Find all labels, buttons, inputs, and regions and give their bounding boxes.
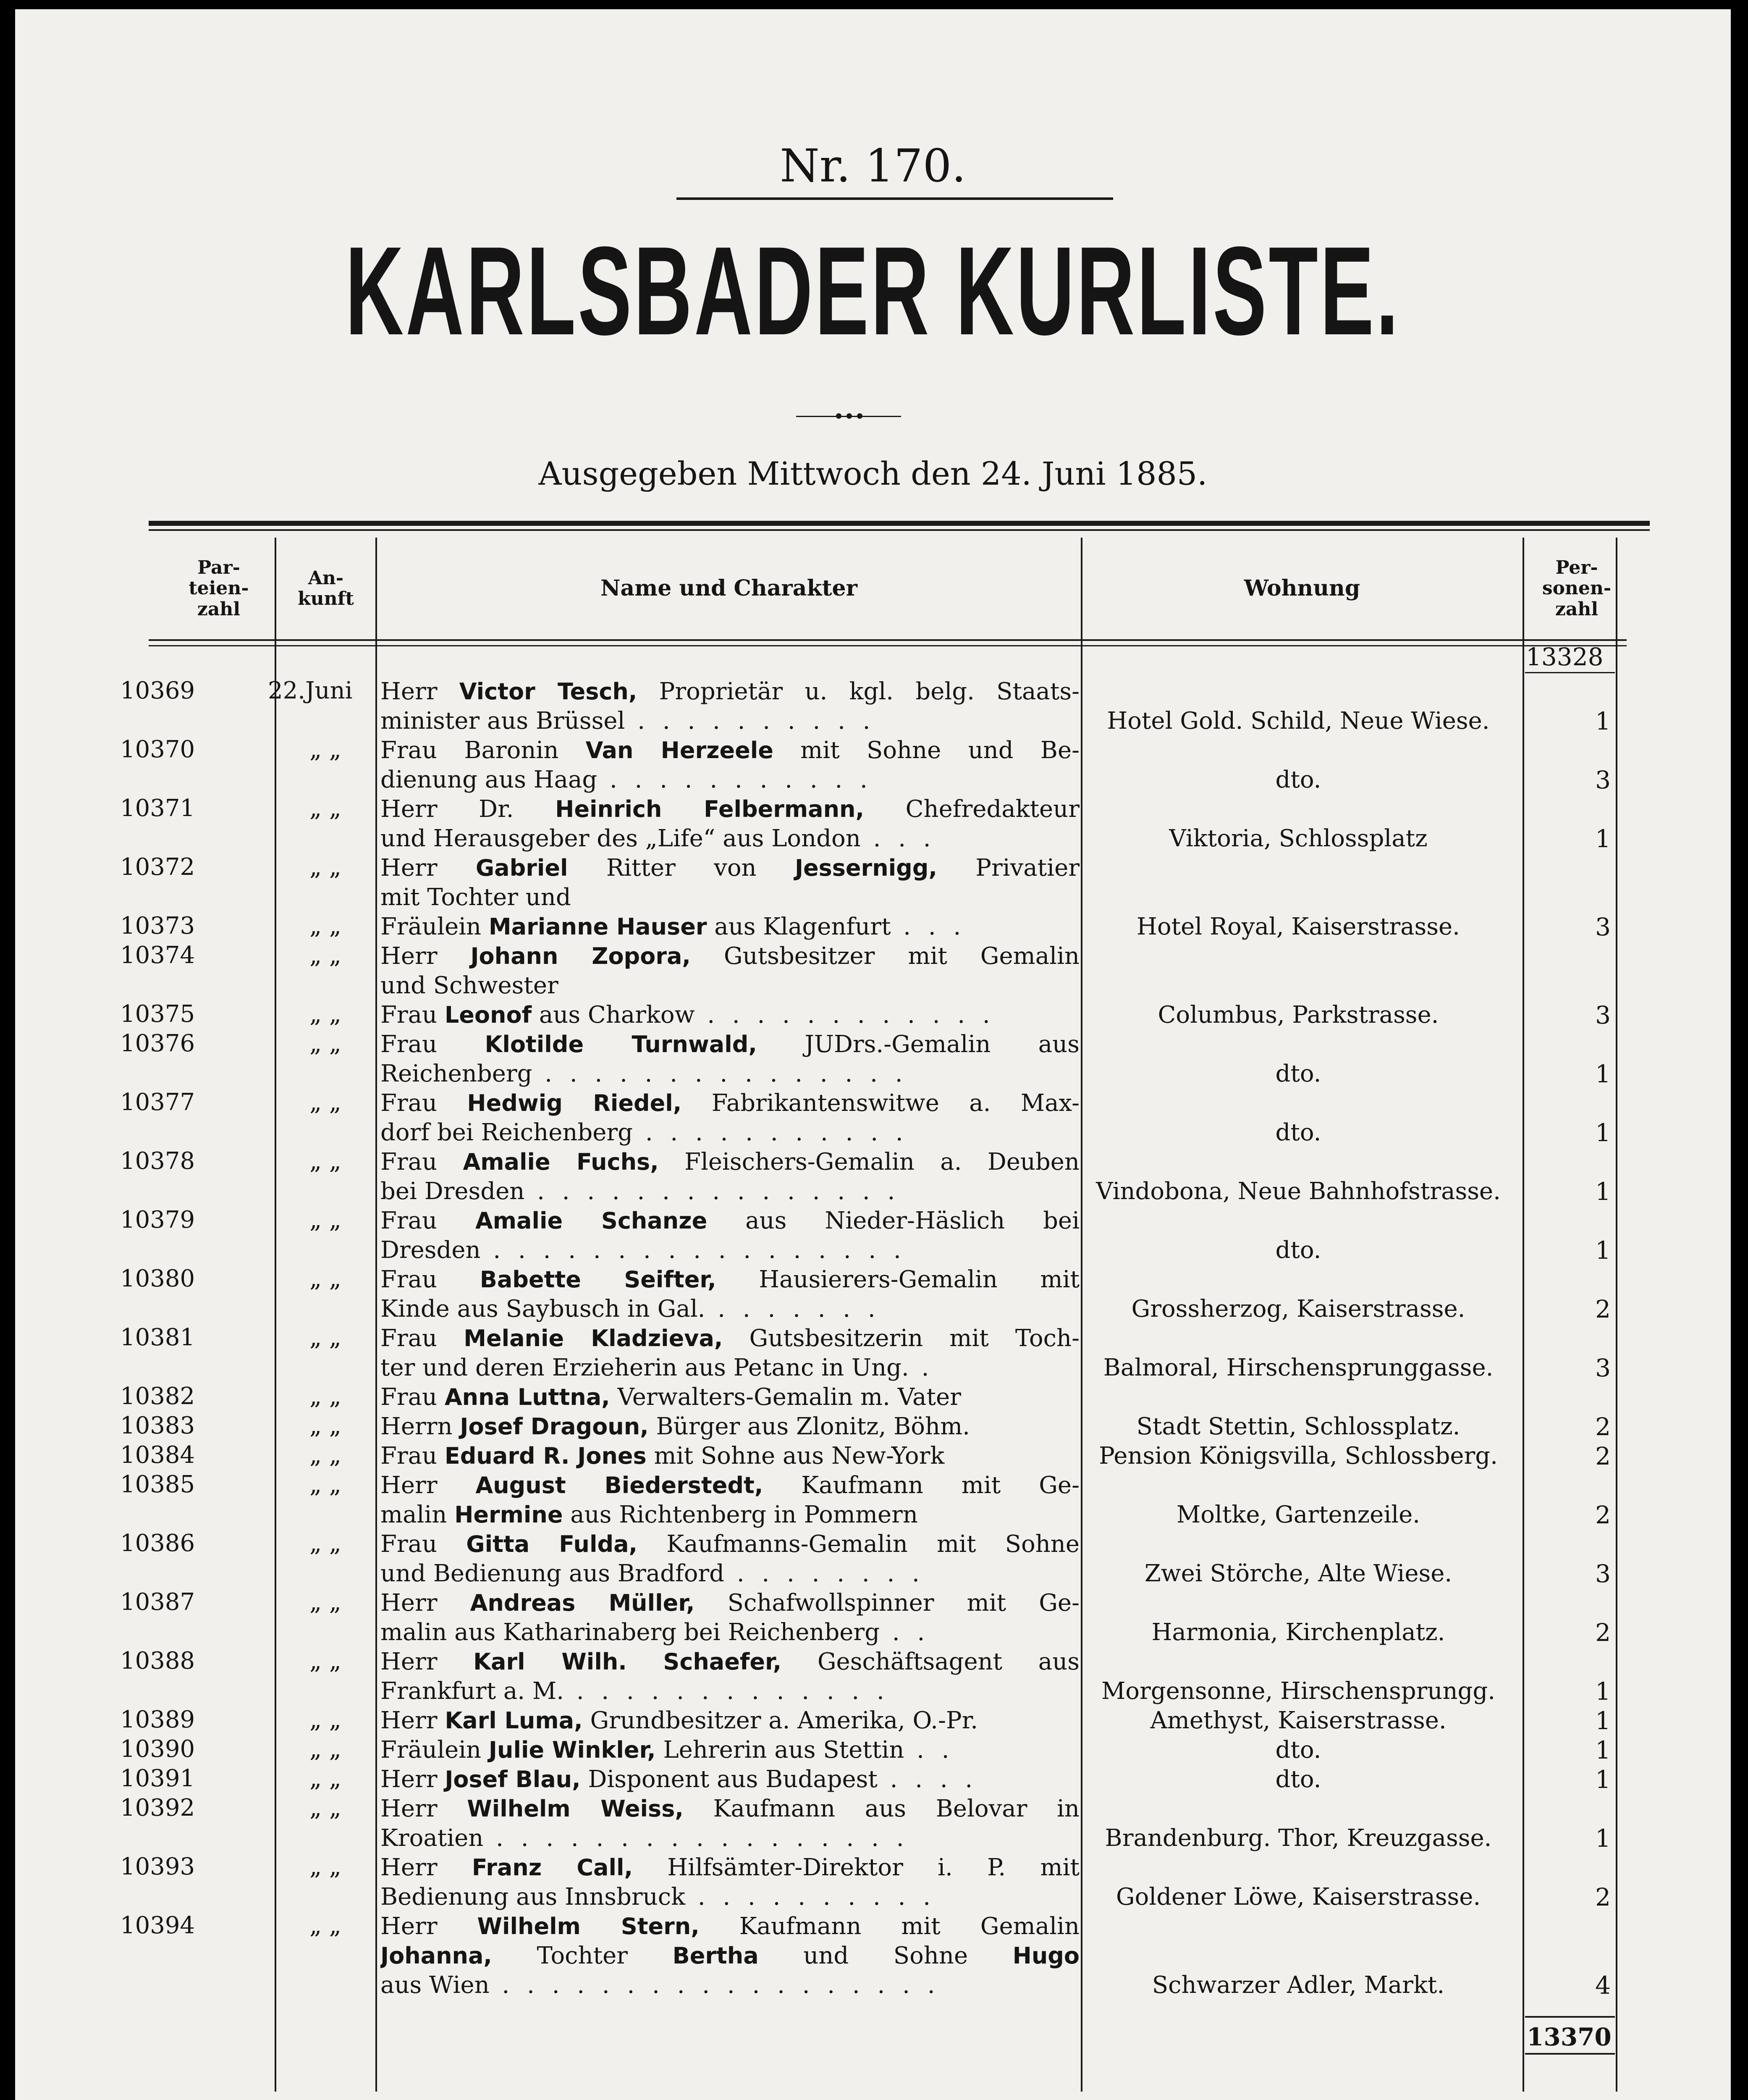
entry-wohnung: Brandenburg. Thor, Kreuzgasse. — [1105, 1824, 1492, 1852]
entry-personenzahl: 1 — [1595, 1236, 1611, 1265]
table-row — [15, 736, 1731, 795]
entry-text: mit Tochter und — [380, 884, 571, 911]
entry-name-charakter — [380, 853, 1080, 912]
entry-text: Herr — [380, 1795, 467, 1822]
entry-personenzahl: 1 — [1595, 707, 1611, 735]
table-row — [15, 1383, 1731, 1412]
issue-date: Ausgegeben Mittwoch den 24. Juni 1885. — [538, 455, 1208, 492]
entry-arrival: „ „ — [309, 736, 341, 763]
entry-name-charakter — [380, 942, 1080, 1000]
entry-wohnung: Hotel Royal, Kaiserstrasse. — [1137, 913, 1460, 940]
entry-text: Herr — [380, 1589, 470, 1617]
entry-wohnung: Moltke, Gartenzeile. — [1176, 1501, 1420, 1528]
guest-name: Josef Blau, — [445, 1766, 581, 1793]
entry-name-charakter — [380, 677, 1080, 736]
entry-arrival: „ „ — [309, 1000, 341, 1028]
entry-wohnung: dto. — [1275, 1766, 1321, 1793]
entry-text: und Sohne — [758, 1942, 1013, 1969]
guest-name: Wilhelm Stern, — [477, 1913, 700, 1940]
entry-personenzahl: 1 — [1595, 1765, 1611, 1794]
entry-name-charakter — [380, 1471, 1080, 1530]
leader-dots: . . . . . . . . . . . . . . . — [524, 1178, 900, 1205]
leader-dots: . . . — [860, 825, 936, 852]
guest-name: Babette Seifter, — [480, 1266, 716, 1293]
entry-text: Schafwollspinner mit Ge- — [694, 1589, 1080, 1617]
entry-arrival: „ „ — [309, 853, 341, 881]
entry-wohnung: Viktoria, Schlossplatz — [1169, 825, 1428, 852]
entry-arrival: „ „ — [309, 1441, 341, 1469]
entry-number: 10372 — [120, 853, 195, 881]
entry-wohnung: Stadt Stettin, Schlossplatz. — [1136, 1413, 1460, 1440]
leader-dots: . . . . — [877, 1766, 978, 1793]
title-ornament — [796, 413, 901, 419]
entry-text: aus Charkow — [532, 1001, 695, 1029]
table-row — [15, 1030, 1731, 1089]
leader-dots: . . — [904, 1736, 954, 1764]
entry-name-charakter — [380, 1706, 1080, 1735]
entry-wohnung: Goldener Löwe, Kaiserstrasse. — [1116, 1883, 1481, 1911]
entry-text: Hausierers-Gemalin mit — [716, 1266, 1080, 1293]
entry-text: malin — [380, 1501, 455, 1528]
entry-wohnung: Hotel Gold. Schild, Neue Wiese. — [1107, 707, 1490, 735]
table-row — [15, 1412, 1731, 1441]
entry-text: Herr — [380, 678, 459, 705]
entry-text: Frankfurt a. M. — [380, 1677, 564, 1705]
entry-text: Proprietär u. kgl. belg. Staats- — [637, 678, 1080, 705]
entry-personenzahl: 1 — [1595, 1177, 1611, 1206]
entry-number: 10369 — [120, 677, 195, 704]
leader-dots: . . . . . . . . . . . . . — [564, 1677, 889, 1705]
entry-text: minister aus Brüssel — [380, 707, 625, 735]
entry-text: Frau — [380, 1089, 467, 1117]
entry-name-charakter — [380, 1853, 1080, 1912]
entry-text: Privatier — [937, 854, 1080, 882]
guest-name: Andreas Müller, — [470, 1590, 695, 1616]
entry-text: Fleischers-Gemalin a. Deuben — [658, 1148, 1080, 1176]
guest-name: Gabriel — [475, 855, 568, 881]
entry-personenzahl: 3 — [1595, 1354, 1611, 1382]
entry-text: Lehrerin aus Stettin — [655, 1736, 904, 1764]
issue-number: Nr. 170. — [780, 140, 966, 192]
table-row — [15, 1441, 1731, 1471]
entry-text: Frau — [380, 1001, 445, 1029]
entry-text: dorf bei Reichenberg — [380, 1119, 633, 1146]
guest-name: Johanna, — [380, 1942, 492, 1969]
entry-personenzahl: 3 — [1595, 766, 1611, 794]
table-row — [15, 1324, 1731, 1383]
entry-arrival: „ „ — [309, 1383, 341, 1410]
entry-text: Bedienung aus Innsbruck — [380, 1883, 686, 1911]
entry-number: 10389 — [120, 1706, 195, 1733]
entry-text: JUDrs.-Gemalin aus — [757, 1031, 1080, 1058]
header-ankunft: An- kunft — [298, 567, 354, 609]
entry-name-charakter — [380, 1030, 1080, 1089]
table-row — [15, 853, 1731, 912]
entry-number: 10382 — [120, 1383, 195, 1410]
entry-personenzahl: 1 — [1595, 1736, 1611, 1764]
entry-wohnung: Schwarzer Adler, Markt. — [1152, 1971, 1445, 1999]
entry-text: bei Dresden — [380, 1178, 525, 1205]
entry-arrival: „ „ — [309, 1324, 341, 1351]
entry-text: aus Klagenfurt — [707, 913, 891, 940]
leader-dots: . . . . . . . . . . . . . . . . . — [480, 1236, 906, 1264]
entry-number: 10388 — [120, 1647, 195, 1675]
entry-text: Ritter von — [568, 854, 795, 882]
entry-arrival: „ „ — [309, 1735, 341, 1763]
guest-name: Amalie Fuchs, — [463, 1149, 659, 1175]
entry-text: Herr — [380, 1472, 476, 1499]
entry-text: Herr Dr. — [380, 795, 556, 823]
entry-text: aus Richtenberg in Pommern — [563, 1501, 918, 1528]
entry-text: Kaufmanns-Gemalin mit Sohne — [637, 1530, 1080, 1558]
entry-text: Fräulein — [380, 913, 489, 940]
entry-text: aus Nieder-Häslich bei — [707, 1207, 1080, 1234]
table-row — [15, 1706, 1731, 1735]
guest-name: Johann Zopora, — [470, 943, 691, 969]
entry-personenzahl: 3 — [1595, 913, 1611, 941]
entry-personenzahl: 3 — [1595, 1001, 1611, 1029]
leader-dots: . . . . . . . . . . — [625, 707, 875, 735]
entry-number: 10384 — [120, 1441, 195, 1469]
entry-name-charakter — [380, 1412, 1080, 1441]
entry-wohnung: Vindobona, Neue Bahnhofstrasse. — [1096, 1178, 1501, 1205]
header-bottom-rule — [149, 639, 1627, 641]
entry-name-charakter — [380, 1383, 1080, 1412]
leader-dots: . . . — [891, 913, 966, 940]
entry-text: Geschäftsagent aus — [781, 1648, 1080, 1675]
leader-dots: . . . . . . . . . . . . — [694, 1001, 995, 1029]
guest-name: Jessernigg, — [794, 855, 937, 881]
entry-text: Grundbesitzer a. Amerika, O.-Pr. — [582, 1707, 978, 1734]
entry-name-charakter — [380, 1735, 1080, 1765]
leader-dots: . . . . . . . — [705, 1295, 881, 1323]
entry-arrival: „ „ — [309, 1588, 341, 1616]
table-top-rule — [149, 521, 1650, 526]
entry-text: Frau — [380, 1383, 445, 1411]
leader-dots: . . . . . . . . . . . . . . . . . — [483, 1824, 909, 1852]
entry-wohnung: dto. — [1275, 1236, 1321, 1264]
entry-wohnung: dto. — [1275, 1736, 1321, 1764]
entry-number: 10387 — [120, 1588, 195, 1616]
entry-text: malin aus Katharinaberg bei Reichenberg — [380, 1619, 880, 1646]
guest-name: Julie Winkler, — [488, 1737, 656, 1763]
entry-personenzahl: 2 — [1595, 1442, 1611, 1470]
entry-number: 10386 — [120, 1530, 195, 1557]
entry-number: 10392 — [120, 1794, 195, 1822]
guest-name: Amalie Schanze — [475, 1208, 708, 1234]
entry-text: Bürger aus Zlonitz, Böhm. — [648, 1413, 970, 1440]
entry-text: Fabrikantenswitwe a. Max- — [681, 1089, 1080, 1117]
entry-wohnung: dto. — [1275, 766, 1321, 793]
entry-personenzahl: 1 — [1595, 1118, 1611, 1147]
guest-name: Wilhelm Weiss, — [467, 1796, 684, 1822]
entry-text: und Bedienung aus Bradford — [380, 1560, 725, 1587]
entry-arrival: 22.Juni — [268, 677, 353, 704]
entry-text: und Herausgeber des „Life“ aus London — [380, 825, 861, 852]
entry-arrival: „ „ — [309, 1206, 341, 1234]
entry-arrival: „ „ — [309, 1765, 341, 1792]
table-row — [15, 1794, 1731, 1853]
leader-dots: . . . . . . . . — [724, 1560, 925, 1587]
table-row — [15, 942, 1731, 1000]
entry-personenzahl: 1 — [1595, 1060, 1611, 1088]
entry-name-charakter — [380, 1530, 1080, 1588]
guest-name: Hedwig Riedel, — [467, 1090, 682, 1116]
header-parteienzahl: Par- teien- zahl — [189, 557, 249, 620]
table-row — [15, 1853, 1731, 1912]
entry-arrival: „ „ — [309, 1853, 341, 1880]
guest-name: Josef Dragoun, — [460, 1413, 649, 1440]
entry-arrival: „ „ — [309, 1030, 341, 1057]
entry-text: ter und deren Erzieherin aus Petanc in Ung. — [380, 1354, 909, 1381]
guest-name: Marianne Hauser — [488, 914, 707, 940]
entry-text: Hilfsämter-Direktor i. P. mit — [633, 1854, 1080, 1881]
entry-arrival: „ „ — [309, 1794, 341, 1822]
entry-number: 10373 — [120, 912, 195, 940]
guest-name: Leonof — [444, 1002, 532, 1028]
entry-text: Kaufmann aus Belovar in — [683, 1795, 1080, 1822]
guest-name: Melanie Kladzieva, — [464, 1325, 723, 1352]
entry-text: Frau — [380, 1266, 480, 1293]
guest-name: Eduard R. Jones — [444, 1443, 647, 1469]
entry-text: Frau — [380, 1148, 463, 1176]
entry-wohnung: Pension Königsvilla, Schlossberg. — [1099, 1442, 1498, 1470]
leader-dots: . — [909, 1354, 934, 1381]
entry-text: Verwalters-Gemalin m. Vater — [610, 1383, 961, 1411]
guest-name: Victor Tesch, — [459, 678, 637, 705]
entry-text: Frau — [380, 1442, 445, 1470]
entry-text: Gutsbesitzer mit Gemalin — [690, 942, 1080, 970]
guest-name: Klotilde Turnwald, — [485, 1031, 757, 1058]
entry-number: 10376 — [120, 1030, 195, 1057]
entry-arrival: „ „ — [309, 1912, 341, 1939]
entry-text: Kaufmann mit Ge- — [763, 1472, 1080, 1499]
entry-arrival: „ „ — [309, 1412, 341, 1439]
entry-text: Frau — [380, 1530, 466, 1558]
page-title: KARLSBADER KURLISTE. — [345, 220, 1401, 361]
entry-arrival: „ „ — [309, 942, 341, 969]
entry-number: 10374 — [120, 942, 195, 969]
final-total: 13370 — [1527, 2023, 1612, 2051]
entry-number: 10377 — [120, 1089, 195, 1116]
entry-text: Fräulein — [380, 1736, 489, 1764]
entry-text: dienung aus Haag — [380, 766, 598, 793]
entry-text: Herr — [380, 1766, 445, 1793]
table-row — [15, 1647, 1731, 1706]
guest-name: Anna Luttna, — [444, 1384, 610, 1410]
table-row — [15, 1588, 1731, 1647]
number-underline — [676, 197, 1113, 200]
guest-name: Heinrich Felbermann, — [555, 796, 865, 822]
guest-name: Bertha — [672, 1942, 759, 1969]
guest-name: August Biederstedt, — [475, 1472, 763, 1499]
entry-text: Herr — [380, 1648, 474, 1675]
entry-text: Reichenberg — [380, 1060, 532, 1087]
entry-name-charakter — [380, 912, 1080, 942]
leader-dots: . . — [880, 1619, 930, 1646]
entry-personenzahl: 1 — [1595, 1706, 1611, 1735]
entry-personenzahl: 1 — [1595, 1677, 1611, 1706]
entry-text: Frau — [380, 1325, 464, 1352]
entry-name-charakter — [380, 1647, 1080, 1706]
entry-text: Herr — [380, 1854, 472, 1881]
leader-dots: . . . . . . . . . . . — [633, 1119, 908, 1146]
guest-name: Karl Luma, — [445, 1707, 583, 1734]
entry-text: Kaufmann mit Gemalin — [699, 1913, 1080, 1940]
entry-number: 10375 — [120, 1000, 195, 1028]
entry-wohnung: Amethyst, Kaiserstrasse. — [1150, 1707, 1447, 1734]
carry-over-total: 13328 — [1526, 643, 1604, 671]
table-row — [15, 1530, 1731, 1588]
entry-text: Frau — [380, 1031, 485, 1058]
final-total-overline — [1525, 2016, 1615, 2018]
guest-name: Franz Call, — [472, 1854, 633, 1881]
entry-number: 10390 — [120, 1735, 195, 1763]
entry-number: 10379 — [120, 1206, 195, 1234]
entry-wohnung: dto. — [1275, 1060, 1321, 1087]
entry-arrival: „ „ — [309, 912, 341, 940]
entry-number: 10383 — [120, 1412, 195, 1439]
table-row — [15, 1471, 1731, 1530]
guest-name: Gitta Fulda, — [466, 1531, 638, 1557]
entry-name-charakter — [380, 1265, 1080, 1324]
entry-text: Disponent aus Budapest — [580, 1766, 878, 1793]
table-row — [15, 912, 1731, 942]
leader-dots: . . . . . . . . . . . . . . . . . . — [489, 1971, 940, 1999]
entry-number: 10371 — [120, 795, 195, 822]
entry-arrival: „ „ — [309, 1706, 341, 1733]
guest-name: Van Herzeele — [585, 737, 773, 764]
entry-text: Herr — [380, 1707, 445, 1734]
entry-personenzahl: 1 — [1595, 1824, 1611, 1853]
entry-name-charakter — [380, 1794, 1080, 1853]
entry-name-charakter — [380, 1441, 1080, 1471]
entry-number: 10380 — [120, 1265, 195, 1292]
entry-text: aus Wien — [380, 1971, 490, 1999]
entry-text: Herrn — [380, 1413, 460, 1440]
entry-personenzahl: 1 — [1595, 824, 1611, 853]
entry-text: Herr — [380, 854, 476, 882]
entry-personenzahl: 3 — [1595, 1559, 1611, 1588]
entry-name-charakter — [380, 1912, 1080, 2000]
entry-number: 10370 — [120, 736, 195, 763]
leader-dots: . . . . . . . . . . . . . . . — [532, 1060, 908, 1087]
table-row — [15, 1147, 1731, 1206]
table-row — [15, 1206, 1731, 1265]
entry-text: Frau Baronin — [380, 737, 586, 764]
entry-number: 10385 — [120, 1471, 195, 1498]
table-row — [15, 1735, 1731, 1765]
entry-wohnung: Balmoral, Hirschensprunggasse. — [1103, 1354, 1494, 1381]
guest-name: Karl Wilh. Schaefer, — [473, 1648, 782, 1675]
entry-wohnung: dto. — [1275, 1119, 1321, 1146]
entry-wohnung: Morgensonne, Hirschensprungg. — [1101, 1677, 1496, 1705]
table-row — [15, 677, 1731, 736]
entry-wohnung: Grossherzog, Kaiserstrasse. — [1131, 1295, 1465, 1323]
table-row — [15, 1265, 1731, 1324]
guest-name: Hermine — [454, 1502, 563, 1528]
entry-text: mit Sohne aus New-York — [646, 1442, 945, 1470]
entry-name-charakter — [380, 736, 1080, 795]
entry-text: und Schwester — [380, 972, 558, 999]
entry-personenzahl: 2 — [1595, 1618, 1611, 1647]
entry-number: 10394 — [120, 1912, 195, 1939]
header-bottom-rule-2 — [149, 645, 1627, 646]
entry-text: Kinde aus Saybusch in Gal. — [380, 1295, 705, 1323]
entry-text: mit Sohne und Be- — [773, 737, 1080, 764]
entry-name-charakter — [380, 1765, 1080, 1794]
leader-dots: . . . . . . . . . . . — [597, 766, 873, 793]
entry-name-charakter — [380, 1147, 1080, 1206]
entry-text: Gutsbesitzerin mit Toch- — [723, 1325, 1080, 1352]
header-name: Name und Charakter — [600, 575, 857, 601]
entry-name-charakter — [380, 1000, 1080, 1030]
table-top-rule-thin — [149, 529, 1650, 531]
table-row — [15, 1000, 1731, 1030]
entry-personenzahl: 4 — [1595, 1971, 1611, 2000]
entry-number: 10391 — [120, 1765, 195, 1792]
entry-number: 10393 — [120, 1853, 195, 1880]
table-row — [15, 1765, 1731, 1794]
entry-arrival: „ „ — [309, 1471, 341, 1498]
entry-wohnung: Zwei Störche, Alte Wiese. — [1144, 1560, 1452, 1587]
entry-number: 10381 — [120, 1324, 195, 1351]
entry-arrival: „ „ — [309, 1530, 341, 1557]
carry-over-underline — [1525, 672, 1615, 673]
entry-text: Chefredakteur — [864, 795, 1080, 823]
kurliste-page — [15, 9, 1731, 2100]
entry-name-charakter — [380, 1324, 1080, 1383]
entry-wohnung: Columbus, Parkstrasse. — [1158, 1001, 1439, 1029]
entry-personenzahl: 2 — [1595, 1412, 1611, 1441]
header-personenzahl: Per- sonen- zahl — [1542, 557, 1612, 620]
entry-personenzahl: 2 — [1595, 1501, 1611, 1529]
entry-personenzahl: 2 — [1595, 1295, 1611, 1323]
entry-text: Herr — [380, 942, 471, 970]
entry-text: Herr — [380, 1913, 477, 1940]
entry-text: Tochter — [492, 1942, 673, 1969]
entry-personenzahl: 2 — [1595, 1883, 1611, 1911]
table-row — [15, 1912, 1731, 2000]
entry-name-charakter — [380, 1206, 1080, 1265]
final-total-underline — [1525, 2053, 1615, 2055]
table-row — [15, 795, 1731, 853]
entry-arrival: „ „ — [309, 1147, 341, 1175]
entry-name-charakter — [380, 795, 1080, 853]
entry-text: Dresden — [380, 1236, 481, 1264]
guest-name: Hugo — [1012, 1942, 1080, 1969]
entry-name-charakter — [380, 1089, 1080, 1147]
entry-number: 10378 — [120, 1147, 195, 1175]
leader-dots: . . . . . . . . . . — [685, 1883, 936, 1911]
entry-arrival: „ „ — [309, 1089, 341, 1116]
header-wohnung: Wohnung — [1244, 575, 1360, 601]
entry-text: Frau — [380, 1207, 475, 1234]
table-row — [15, 1089, 1731, 1147]
entry-arrival: „ „ — [309, 1265, 341, 1292]
entry-arrival: „ „ — [309, 1647, 341, 1675]
entry-wohnung: Harmonia, Kirchenplatz. — [1151, 1619, 1445, 1646]
entry-name-charakter — [380, 1588, 1080, 1647]
entry-arrival: „ „ — [309, 795, 341, 822]
entry-text: Kroatien — [380, 1824, 484, 1852]
